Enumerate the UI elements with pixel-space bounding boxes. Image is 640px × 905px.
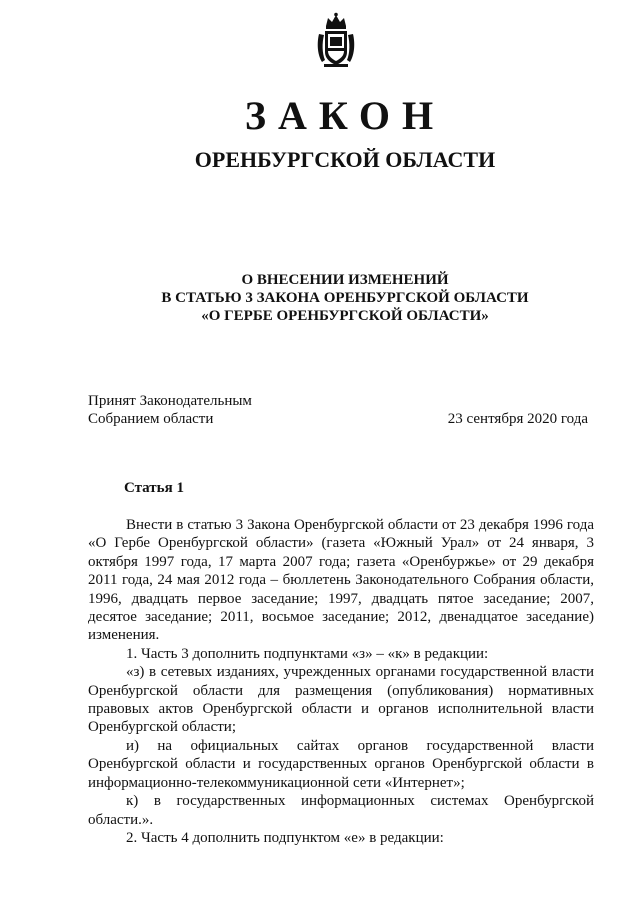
law-title: ЗАКОН — [244, 93, 446, 138]
region-title: ОРЕНБУРГСКОЙ ОБЛАСТИ — [194, 147, 496, 172]
article-heading: Статья 1 — [124, 480, 184, 496]
subject-line: «О ГЕРБЕ ОРЕНБУРГСКОЙ ОБЛАСТИ» — [201, 308, 489, 324]
adoption-line: Принят Законодательным — [88, 393, 252, 409]
paragraph: и) на официальных сайтах органов государственной власти Оренбургской области и государственных органов Оренбургской области в информационно-телекоммуникационной сети «Интернет»; — [88, 737, 594, 791]
adoption-line: Собранием области — [88, 411, 214, 427]
adoption-note — [88, 392, 252, 428]
subject-line: О ВНЕСЕНИИ ИЗМЕНЕНИЙ — [241, 272, 449, 288]
oblast-coat-of-arms-icon — [316, 12, 356, 68]
paragraph: 2. Часть 4 дополнить подпунктом «е» в редакции: — [126, 829, 444, 846]
paragraph: к) в государственных информационных системах Оренбургской области.». — [88, 793, 594, 828]
law-subject-title — [0, 271, 640, 325]
paragraph: Внести в статью 3 Закона Оренбургской области от 23 декабря 1996 года «О Гербе Оренбургской области» (газета «Южный Урал» от 24 января, 3 октября 1997 года, 17 марта 2007 года; газета «Оренбуржье» от 29 декабря 2011 года, 24 мая 2012 года – бюллетень Законодательного Собрания области, 1996, двадцать первое заседание; 1997, двадцать пятое заседание; 2007, десятое заседание; 2011, восьмое заседание; 2012, двенадцатое заседание) изменения. — [88, 517, 594, 644]
article-body — [88, 516, 594, 847]
paragraph: 1. Часть 3 дополнить подпунктами «з» – «к» в редакции: — [126, 645, 489, 662]
paragraph: «з) в сетевых изданиях, учрежденных органами государственной власти Оренбургской области для размещения (опубликования) нормативных правовых актов Оренбургской области и органов исполнительной власти Оренбургской области; — [88, 664, 594, 736]
subject-line: В СТАТЬЮ 3 ЗАКОНА ОРЕНБУРГСКОЙ ОБЛАСТИ — [161, 290, 529, 306]
adoption-date: 23 сентября 2020 года — [447, 411, 588, 427]
